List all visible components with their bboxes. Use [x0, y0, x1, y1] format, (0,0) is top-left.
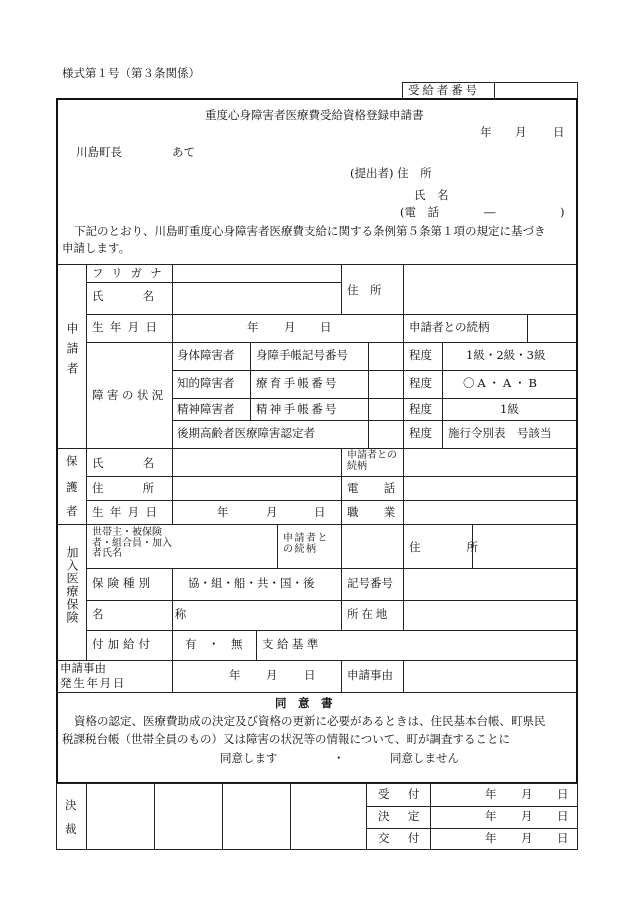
guardian-dob-year: 年	[217, 505, 229, 519]
body-text-line1: 下記のとおり、川島町重度心身障害者医療費支給に関する条例第５条第１項の規定に基づき	[74, 224, 546, 238]
additional-benefit-label: 付加給付	[92, 637, 155, 651]
guardian-label-3: 者	[66, 504, 78, 518]
reason-date-label-1: 申請事由	[60, 661, 106, 675]
physical-grades[interactable]: 1級・2級・3級	[466, 348, 546, 362]
applicant-section-label: 申請者	[65, 322, 79, 382]
reason-year: 年	[229, 668, 241, 682]
furigana-label: フリガナ	[92, 266, 170, 280]
approval-label-1: 決	[65, 798, 77, 812]
date-year: 年	[480, 125, 492, 139]
disagree-option[interactable]: 同意しません	[390, 751, 459, 765]
insurance-type-label: 保険種別	[92, 576, 155, 590]
phone-dash: ―	[484, 205, 496, 219]
intellectual-grades[interactable]: 〇A・A・B	[463, 376, 540, 390]
date-month: 月	[515, 125, 527, 139]
additional-benefit-options[interactable]: 有 ・ 無	[185, 637, 243, 651]
reason-month: 月	[266, 668, 278, 682]
insurance-location-label: 所在地	[347, 607, 391, 621]
decided-month: 月	[521, 809, 533, 823]
applicant-relation-label: 申請者との続柄	[409, 320, 490, 334]
guardian-occupation-label: 職 業	[347, 505, 403, 519]
intellectual-book-label: 療育手帳番号	[256, 376, 339, 390]
guardian-address-label: 住 所	[92, 481, 168, 495]
mental-degree-label: 程度	[409, 402, 432, 416]
insurance-relation-label: 申請者との続柄	[283, 533, 329, 555]
submitter-phone-label: (電 話	[400, 205, 439, 219]
elderly-disability-label: 後期高齢者医療障害認定者	[177, 426, 315, 440]
reason-day: 日	[304, 668, 316, 682]
consent-line2: 税課税台帳（世帯全員のもの）又は障害の状況等の情報について、町が調査することに	[62, 732, 511, 746]
date-day: 日	[553, 125, 565, 139]
intellectual-disability-label: 知的障害者	[177, 376, 235, 390]
elderly-degree-label: 程度	[409, 426, 432, 440]
mental-disability-label: 精神障害者	[177, 402, 235, 416]
recipient-number-label: 受給者番号	[408, 83, 480, 97]
symbol-number-label: 記号番号	[347, 576, 393, 590]
disability-status-label: 障害の状況	[92, 388, 167, 402]
phone-close: )	[560, 205, 565, 219]
insurance-name-label: 名 称	[92, 607, 217, 621]
guardian-relation-label: 申請者との続柄	[347, 450, 397, 472]
mental-grade[interactable]: 1級	[500, 402, 519, 416]
received-label: 受 付	[378, 787, 423, 801]
consent-title: 同 意 書	[275, 696, 333, 710]
body-text-line2: 申請します。	[62, 241, 131, 255]
received-year: 年	[485, 787, 497, 801]
guardian-phone-label: 電 話	[347, 481, 403, 495]
form-title: 重度心身障害者医療費受給資格登録申請書	[205, 108, 424, 122]
delivered-year: 年	[485, 831, 497, 845]
payment-basis-label: 支給基準	[262, 637, 322, 651]
guardian-name-label: 氏 名	[92, 456, 168, 470]
form-number: 様式第１号（第３条関係）	[62, 66, 200, 80]
applicant-address-label: 住 所	[347, 283, 382, 297]
guardian-label-2: 護	[66, 480, 78, 494]
received-day: 日	[557, 787, 569, 801]
applicant-name-label-text: 氏 名	[92, 289, 168, 303]
addressee-suffix: あて	[172, 145, 195, 159]
insurance-section-label: 加入医療保険	[65, 546, 79, 624]
decided-year: 年	[485, 809, 497, 823]
insurance-type-options[interactable]: 協・組・船・共・国・後	[188, 576, 315, 590]
reason-label: 申請事由	[347, 668, 393, 682]
reason-date-label-2: 発生年月日	[60, 676, 127, 690]
agree-option[interactable]: 同意します	[220, 751, 278, 765]
approval-label-2: 裁	[65, 822, 77, 836]
delivered-day: 日	[557, 831, 569, 845]
submitter-name-label: 氏 名	[414, 188, 449, 202]
decided-day: 日	[557, 809, 569, 823]
consent-separator: ・	[333, 751, 345, 765]
guardian-dob-day: 日	[314, 505, 326, 519]
physical-disability-label: 身体障害者	[177, 348, 235, 362]
applicant-dob-label: 生年月日	[92, 320, 164, 334]
applicant-dob-month: 月	[284, 320, 296, 334]
delivered-month: 月	[521, 831, 533, 845]
guardian-label-1: 保	[66, 454, 78, 468]
delivered-label: 交 付	[378, 831, 423, 845]
physical-degree-label: 程度	[409, 348, 432, 362]
submitter-address-label: (提出者) 住 所	[350, 166, 432, 180]
insurance-address-label: 住 所	[409, 540, 496, 554]
householder-label: 世帯主・被保険者・組合員・加入者氏名	[92, 527, 172, 559]
intellectual-degree-label: 程度	[409, 376, 432, 390]
applicant-dob-year: 年	[247, 320, 259, 334]
elderly-grade[interactable]: 施行令別表 号該当	[448, 426, 552, 440]
physical-book-label: 身障手帳記号番号	[256, 348, 348, 362]
decided-label: 決 定	[378, 809, 423, 823]
guardian-dob-label: 生年月日	[92, 505, 164, 519]
received-month: 月	[521, 787, 533, 801]
guardian-dob-month: 月	[266, 505, 278, 519]
consent-line1: 資格の認定、医療費助成の決定及び資格の更新に必要があるときは、住民基本台帳、町県民	[74, 714, 546, 728]
mental-book-label: 精神手帳番号	[256, 402, 339, 416]
addressee: 川島町長	[76, 145, 122, 159]
applicant-dob-day: 日	[320, 320, 332, 334]
